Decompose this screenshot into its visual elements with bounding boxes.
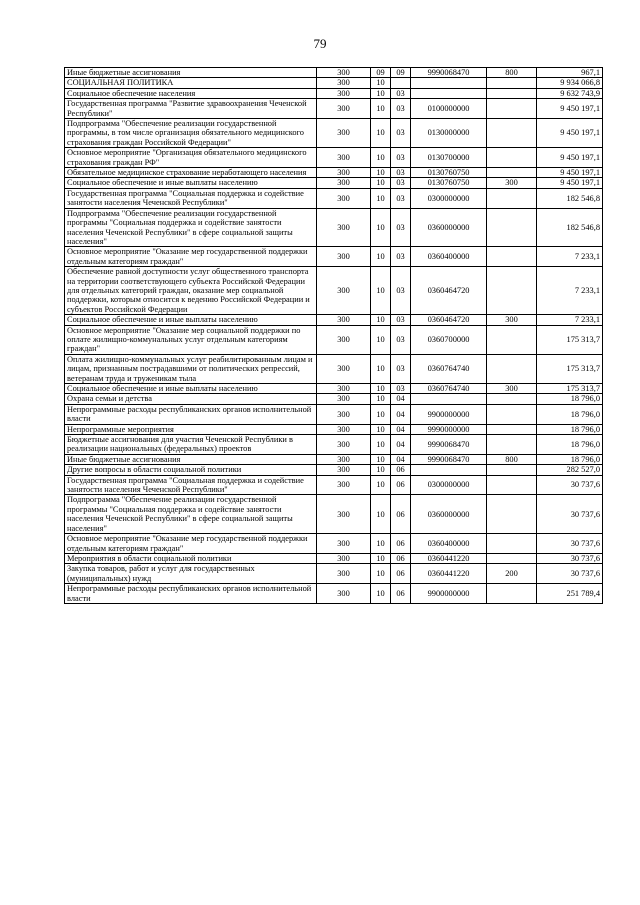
row-name: Подпрограмма "Обеспечение реализации государственной программы, в том числе организация обязательного медицинского страхования граждан Российской Федерации" <box>65 119 317 148</box>
row-name: Оплата жилищно-коммунальных услуг реабилитированным лицам и лицам, признанным пострадавшими от политических репрессий, ветеранам труда и труженикам тыла <box>65 354 317 383</box>
row-ministry-code: 300 <box>317 475 371 495</box>
table-row <box>65 208 603 247</box>
row-expense-type <box>487 168 537 178</box>
row-expense-type <box>487 247 537 267</box>
row-expense-type: 800 <box>487 68 537 78</box>
row-ministry-code: 300 <box>317 404 371 424</box>
row-target-article: 0300000000 <box>411 475 487 495</box>
row-section-code: 10 <box>371 99 391 119</box>
table-row <box>65 424 603 434</box>
row-section-code: 10 <box>371 404 391 424</box>
row-ministry-code: 300 <box>317 315 371 325</box>
row-section-code: 10 <box>371 188 391 208</box>
row-ministry-code: 300 <box>317 119 371 148</box>
row-name: Основное мероприятие "Организация обязательного медицинского страхования граждан РФ" <box>65 148 317 168</box>
row-subsection-code: 03 <box>391 315 411 325</box>
row-expense-type <box>487 584 537 604</box>
table-row <box>65 68 603 78</box>
row-target-article: 0360464720 <box>411 267 487 315</box>
row-target-article: 0360400000 <box>411 247 487 267</box>
row-amount: 282 527,0 <box>537 465 603 475</box>
row-amount: 967,1 <box>537 68 603 78</box>
row-ministry-code: 300 <box>317 394 371 404</box>
row-expense-type <box>487 148 537 168</box>
row-section-code: 10 <box>371 148 391 168</box>
table-row <box>65 534 603 554</box>
row-amount: 9 934 066,8 <box>537 78 603 88</box>
table-row <box>65 394 603 404</box>
row-name: Подпрограмма "Обеспечение реализации государственной программы "Социальная поддержка и содействие занятости населения Чеченской Республики" в сфере социальной защиты населения" <box>65 208 317 247</box>
row-amount: 30 737,6 <box>537 495 603 534</box>
row-ministry-code: 300 <box>317 148 371 168</box>
budget-table <box>64 67 603 604</box>
row-amount: 7 233,1 <box>537 267 603 315</box>
row-amount: 9 450 197,1 <box>537 178 603 188</box>
table-row <box>65 178 603 188</box>
row-ministry-code: 300 <box>317 168 371 178</box>
row-name: Закупка товаров, работ и услуг для государственных (муниципальных) нужд <box>65 564 317 584</box>
row-section-code: 10 <box>371 584 391 604</box>
row-section-code: 10 <box>371 564 391 584</box>
row-subsection-code <box>391 78 411 88</box>
row-section-code: 10 <box>371 553 391 563</box>
row-name: Непрограммные мероприятия <box>65 424 317 434</box>
row-section-code: 10 <box>371 454 391 464</box>
row-amount: 9 450 197,1 <box>537 99 603 119</box>
row-target-article: 9990000000 <box>411 424 487 434</box>
row-subsection-code: 03 <box>391 325 411 354</box>
row-section-code: 10 <box>371 354 391 383</box>
row-subsection-code: 04 <box>391 424 411 434</box>
row-amount: 175 313,7 <box>537 384 603 394</box>
row-expense-type <box>487 267 537 315</box>
row-subsection-code: 03 <box>391 354 411 383</box>
row-subsection-code: 03 <box>391 247 411 267</box>
row-name: Государственная программа "Социальная поддержка и содействие занятости населения Чеченской Республики" <box>65 188 317 208</box>
row-ministry-code: 300 <box>317 88 371 98</box>
row-expense-type: 200 <box>487 564 537 584</box>
table-row <box>65 354 603 383</box>
row-target-article: 0360441220 <box>411 553 487 563</box>
row-subsection-code: 04 <box>391 404 411 424</box>
row-target-article: 0360464720 <box>411 315 487 325</box>
row-name: Основное мероприятие "Оказание мер государственной поддержки отдельным категориям граждан" <box>65 247 317 267</box>
row-ministry-code: 300 <box>317 465 371 475</box>
row-section-code: 10 <box>371 178 391 188</box>
row-amount: 30 737,6 <box>537 553 603 563</box>
row-expense-type <box>487 208 537 247</box>
row-amount: 182 546,8 <box>537 188 603 208</box>
row-amount: 175 313,7 <box>537 354 603 383</box>
row-target-article: 0360764740 <box>411 384 487 394</box>
row-target-article: 0100000000 <box>411 99 487 119</box>
row-name: Обязательное медицинское страхование неработающего населения <box>65 168 317 178</box>
row-amount: 175 313,7 <box>537 325 603 354</box>
row-amount: 9 450 197,1 <box>537 168 603 178</box>
row-subsection-code: 03 <box>391 267 411 315</box>
row-ministry-code: 300 <box>317 99 371 119</box>
table-row <box>65 99 603 119</box>
row-subsection-code: 06 <box>391 465 411 475</box>
table-row <box>65 325 603 354</box>
row-ministry-code: 300 <box>317 454 371 464</box>
row-amount: 18 796,0 <box>537 394 603 404</box>
row-amount: 18 796,0 <box>537 454 603 464</box>
row-ministry-code: 300 <box>317 78 371 88</box>
row-section-code: 10 <box>371 534 391 554</box>
row-ministry-code: 300 <box>317 188 371 208</box>
row-section-code: 10 <box>371 88 391 98</box>
row-amount: 182 546,8 <box>537 208 603 247</box>
row-name: Другие вопросы в области социальной политики <box>65 465 317 475</box>
row-target-article <box>411 78 487 88</box>
row-target-article: 0360000000 <box>411 495 487 534</box>
row-amount: 7 233,1 <box>537 315 603 325</box>
row-subsection-code: 03 <box>391 208 411 247</box>
row-amount: 9 450 197,1 <box>537 119 603 148</box>
row-section-code: 10 <box>371 325 391 354</box>
row-subsection-code: 06 <box>391 495 411 534</box>
row-ministry-code: 300 <box>317 68 371 78</box>
row-expense-type <box>487 394 537 404</box>
row-target-article: 9990068470 <box>411 68 487 78</box>
row-amount: 30 737,6 <box>537 534 603 554</box>
row-target-article: 9900000000 <box>411 404 487 424</box>
row-name: Социальное обеспечение и иные выплаты населению <box>65 315 317 325</box>
row-amount: 18 796,0 <box>537 435 603 455</box>
row-target-article: 0360000000 <box>411 208 487 247</box>
row-subsection-code: 06 <box>391 534 411 554</box>
row-name: Обеспечение равной доступности услуг общественного транспорта на территории соответствующего субъекта Российской Федерации для отдельных категорий граждан, оказание мер социальной поддержки, которым относится к ведению Российской Федерации и субъектов Российской Федерации <box>65 267 317 315</box>
row-name: Социальное обеспечение и иные выплаты населению <box>65 384 317 394</box>
row-subsection-code: 06 <box>391 475 411 495</box>
row-expense-type <box>487 553 537 563</box>
row-expense-type <box>487 78 537 88</box>
row-expense-type: 300 <box>487 315 537 325</box>
row-amount: 251 789,4 <box>537 584 603 604</box>
row-target-article: 0300000000 <box>411 188 487 208</box>
row-amount: 9 450 197,1 <box>537 148 603 168</box>
row-section-code: 10 <box>371 495 391 534</box>
row-target-article: 9900000000 <box>411 584 487 604</box>
row-section-code: 10 <box>371 435 391 455</box>
table-row <box>65 188 603 208</box>
table-row <box>65 553 603 563</box>
table-row <box>65 454 603 464</box>
row-name: Основное мероприятие "Оказание мер государственной поддержки отдельным категориям граждан" <box>65 534 317 554</box>
table-row <box>65 88 603 98</box>
row-expense-type <box>487 465 537 475</box>
row-target-article: 9990068470 <box>411 454 487 464</box>
row-ministry-code: 300 <box>317 435 371 455</box>
row-ministry-code: 300 <box>317 354 371 383</box>
row-target-article: 0360700000 <box>411 325 487 354</box>
row-ministry-code: 300 <box>317 424 371 434</box>
table-row <box>65 384 603 394</box>
row-section-code: 09 <box>371 68 391 78</box>
row-subsection-code: 03 <box>391 119 411 148</box>
row-amount: 18 796,0 <box>537 404 603 424</box>
row-expense-type <box>487 404 537 424</box>
table-row <box>65 465 603 475</box>
row-target-article <box>411 88 487 98</box>
table-row <box>65 564 603 584</box>
row-target-article: 9990068470 <box>411 435 487 455</box>
row-name: Бюджетные ассигнования для участия Чеченской Республики в реализации национальных (федеральных) проектов <box>65 435 317 455</box>
row-ministry-code: 300 <box>317 208 371 247</box>
row-name: Социальное обеспечение населения <box>65 88 317 98</box>
row-subsection-code: 03 <box>391 178 411 188</box>
row-ministry-code: 300 <box>317 564 371 584</box>
table-row <box>65 435 603 455</box>
row-expense-type <box>487 435 537 455</box>
row-name: Социальное обеспечение и иные выплаты населению <box>65 178 317 188</box>
row-section-code: 10 <box>371 394 391 404</box>
row-name: Подпрограмма "Обеспечение реализации государственной программы "Социальная поддержка и содействие занятости населения Чеченской Республики" в сфере социальной защиты населения" <box>65 495 317 534</box>
row-ministry-code: 300 <box>317 247 371 267</box>
table-row <box>65 78 603 88</box>
row-amount: 30 737,6 <box>537 564 603 584</box>
table-row <box>65 315 603 325</box>
row-subsection-code: 03 <box>391 88 411 98</box>
row-expense-type <box>487 495 537 534</box>
row-expense-type <box>487 325 537 354</box>
row-name: Иные бюджетные ассигнования <box>65 454 317 464</box>
row-name: СОЦИАЛЬНАЯ ПОЛИТИКА <box>65 78 317 88</box>
row-subsection-code: 06 <box>391 564 411 584</box>
row-expense-type: 300 <box>487 384 537 394</box>
row-target-article: 0360764740 <box>411 354 487 383</box>
row-target-article <box>411 465 487 475</box>
row-section-code: 10 <box>371 208 391 247</box>
row-subsection-code: 03 <box>391 99 411 119</box>
row-ministry-code: 300 <box>317 384 371 394</box>
table-row <box>65 247 603 267</box>
row-section-code: 10 <box>371 384 391 394</box>
row-section-code: 10 <box>371 247 391 267</box>
row-expense-type <box>487 354 537 383</box>
row-ministry-code: 300 <box>317 584 371 604</box>
row-subsection-code: 03 <box>391 384 411 394</box>
row-expense-type <box>487 99 537 119</box>
row-subsection-code: 04 <box>391 394 411 404</box>
row-section-code: 10 <box>371 78 391 88</box>
row-amount: 9 632 743,9 <box>537 88 603 98</box>
table-row <box>65 267 603 315</box>
table-row <box>65 495 603 534</box>
row-expense-type <box>487 119 537 148</box>
row-subsection-code: 04 <box>391 435 411 455</box>
row-subsection-code: 03 <box>391 168 411 178</box>
row-section-code: 10 <box>371 119 391 148</box>
row-section-code: 10 <box>371 168 391 178</box>
row-expense-type <box>487 424 537 434</box>
row-section-code: 10 <box>371 465 391 475</box>
row-ministry-code: 300 <box>317 178 371 188</box>
row-expense-type: 800 <box>487 454 537 464</box>
row-name: Основное мероприятие "Оказание мер социальной поддержки по оплате жилищно-коммунальных услуг отдельным категориям граждан" <box>65 325 317 354</box>
row-expense-type <box>487 88 537 98</box>
row-ministry-code: 300 <box>317 553 371 563</box>
row-amount: 18 796,0 <box>537 424 603 434</box>
row-name: Охрана семьи и детства <box>65 394 317 404</box>
table-row <box>65 148 603 168</box>
table-row <box>65 475 603 495</box>
row-ministry-code: 300 <box>317 325 371 354</box>
row-ministry-code: 300 <box>317 267 371 315</box>
row-target-article: 0360441220 <box>411 564 487 584</box>
row-subsection-code: 06 <box>391 553 411 563</box>
table-row <box>65 119 603 148</box>
row-amount: 30 737,6 <box>537 475 603 495</box>
row-name: Мероприятия в области социальной политики <box>65 553 317 563</box>
row-target-article: 0360400000 <box>411 534 487 554</box>
row-name: Непрограммные расходы республиканских органов исполнительной власти <box>65 584 317 604</box>
row-target-article: 0130760750 <box>411 178 487 188</box>
row-name: Непрограммные расходы республиканских органов исполнительной власти <box>65 404 317 424</box>
row-target-article <box>411 394 487 404</box>
row-subsection-code: 06 <box>391 584 411 604</box>
row-section-code: 10 <box>371 475 391 495</box>
row-name: Иные бюджетные ассигнования <box>65 68 317 78</box>
table-row <box>65 404 603 424</box>
row-target-article: 0130700000 <box>411 148 487 168</box>
row-expense-type: 300 <box>487 178 537 188</box>
row-expense-type <box>487 534 537 554</box>
row-ministry-code: 300 <box>317 534 371 554</box>
row-subsection-code: 03 <box>391 188 411 208</box>
row-name: Государственная программа "Социальная поддержка и содействие занятости населения Чеченской Республики" <box>65 475 317 495</box>
row-section-code: 10 <box>371 315 391 325</box>
row-target-article: 0130760750 <box>411 168 487 178</box>
row-target-article: 0130000000 <box>411 119 487 148</box>
row-expense-type <box>487 475 537 495</box>
row-subsection-code: 03 <box>391 148 411 168</box>
row-section-code: 10 <box>371 267 391 315</box>
table-row <box>65 584 603 604</box>
table-body <box>65 68 603 604</box>
row-expense-type <box>487 188 537 208</box>
page-number: 79 <box>313 36 327 51</box>
table-row <box>65 168 603 178</box>
row-section-code: 10 <box>371 424 391 434</box>
row-subsection-code: 04 <box>391 454 411 464</box>
row-subsection-code: 09 <box>391 68 411 78</box>
row-amount: 7 233,1 <box>537 247 603 267</box>
row-ministry-code: 300 <box>317 495 371 534</box>
row-name: Государственная программа "Развитие здравоохранения Чеченской Республики" <box>65 99 317 119</box>
